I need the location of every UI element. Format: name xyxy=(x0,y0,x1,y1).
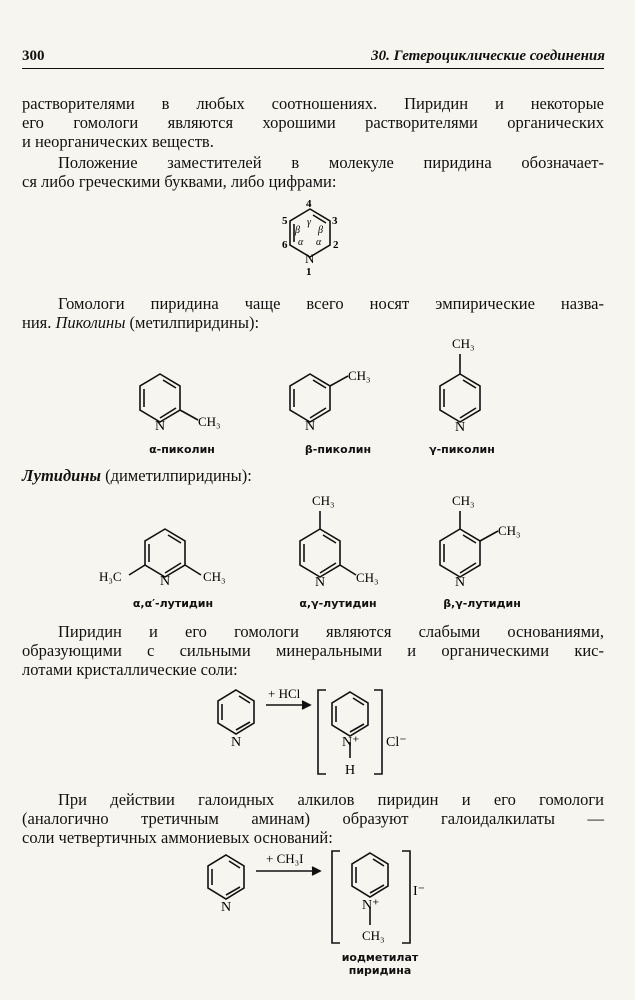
methyl-top-label: CH₃ xyxy=(312,493,335,508)
text-line: образующими с сильными минеральными и органическими кис- xyxy=(22,641,604,660)
methyl-label: CH₃ xyxy=(452,336,475,351)
text-fragment: (диметилпиридины): xyxy=(100,466,252,485)
nitrogen-label: N xyxy=(455,575,466,590)
product-caption-line1: иодметилат xyxy=(341,951,419,964)
position-3-label: 3 xyxy=(332,215,338,227)
beta-picoline-structure xyxy=(270,350,400,440)
picolines-term: Пиколины xyxy=(55,313,126,332)
nitrogen-label: N xyxy=(231,735,242,750)
iodide-anion-label: I⁻ xyxy=(413,884,426,899)
nitrogen-cation-label: N⁺ xyxy=(362,898,380,913)
gamma-label: γ xyxy=(307,217,311,228)
header-rule xyxy=(22,68,604,69)
reaction-methyl-iodide-scheme xyxy=(190,845,450,950)
nitrogen-label: N xyxy=(160,574,171,589)
text-line: При действии галоидных алкилов пиридин и его гомологи xyxy=(58,790,604,809)
hydrogen-label: H xyxy=(345,763,356,778)
beta-picoline-caption: β-пиколин xyxy=(304,443,372,456)
beta-label: β xyxy=(295,225,300,236)
reagent-label: + CH₃I xyxy=(266,851,304,866)
paragraph-4 xyxy=(22,622,604,679)
text-line: лотами кристаллические соли: xyxy=(22,660,238,679)
alpha-gamma-lutidine-caption: α,γ-лутидин xyxy=(299,597,377,610)
text-fragment: (метилпиридины): xyxy=(125,313,260,332)
paragraph-3 xyxy=(22,294,604,332)
nitrogen-label: N xyxy=(455,420,466,435)
nitrogen-label: N xyxy=(305,419,316,434)
text-line: Гомологи пиридина чаще всего носят эмпирические назва- xyxy=(58,294,604,313)
methyl-label: CH₃ xyxy=(362,928,385,943)
position-2-label: 2 xyxy=(333,239,339,251)
nitrogen-label: N xyxy=(221,900,232,915)
methyl-right-label: CH₃ xyxy=(203,569,226,584)
position-4-label: 4 xyxy=(306,198,312,210)
chloride-anion-label: Cl⁻ xyxy=(386,735,407,750)
alpha-picoline-caption: α-пиколин xyxy=(149,443,215,456)
text-line: Положение заместителей в молекуле пиридина обозначает- xyxy=(58,153,604,172)
text-line: его гомологи являются хорошими растворителями органических xyxy=(22,113,604,132)
gamma-picoline-structure xyxy=(420,330,520,440)
lutidines-heading xyxy=(22,466,604,485)
beta-gamma-lutidine-caption: β,γ-лутидин xyxy=(443,597,521,610)
lutidines-term: Лутидины xyxy=(22,466,101,485)
gamma-picoline-caption: γ-пиколин xyxy=(429,443,495,456)
nitrogen-label: N xyxy=(155,419,166,434)
text-line: растворителями в любых соотношениях. Пиридин и некоторые xyxy=(22,94,604,113)
text-line xyxy=(22,466,604,485)
paragraph-5 xyxy=(22,790,604,847)
nitrogen-label: N xyxy=(305,251,315,266)
page-number: 300 xyxy=(22,48,45,64)
beta-prime-label: β xyxy=(318,225,323,236)
alpha-alpha-lutidine-structure xyxy=(95,505,245,595)
alpha-prime-label: α xyxy=(316,237,322,248)
text-line: соли четвертичных аммониевых оснований: xyxy=(22,828,333,847)
methyl-right-label: CH₃ xyxy=(498,523,521,538)
text-fragment: ния. xyxy=(22,313,56,332)
paragraph-2 xyxy=(22,153,604,191)
alpha-alpha-lutidine-caption: α,α′-лутидин xyxy=(132,597,214,610)
running-title: 30. Гетероциклические соединения xyxy=(371,48,605,64)
alpha-label: α xyxy=(298,237,304,248)
alpha-picoline-structure xyxy=(120,350,250,440)
beta-gamma-lutidine-structure xyxy=(420,487,540,597)
methyl-label: CH₃ xyxy=(348,368,371,383)
product-caption-line2: пиридина xyxy=(348,964,412,977)
position-6-label: 6 xyxy=(282,239,288,251)
text-line: и неорганических веществ. xyxy=(22,132,214,151)
methyl-top-label: CH₃ xyxy=(452,493,475,508)
alpha-gamma-lutidine-structure xyxy=(280,487,400,597)
text-line: Пиридин и его гомологи являются слабыми основаниями, xyxy=(58,622,604,641)
reaction-hcl-scheme xyxy=(200,682,440,782)
paragraph-1 xyxy=(22,94,604,151)
pyridine-numbering-diagram xyxy=(270,195,350,280)
reagent-label: + HCl xyxy=(268,686,301,701)
position-5-label: 5 xyxy=(282,215,288,227)
text-line: (аналогично третичным аминам) образуют галоидалкилаты — xyxy=(22,809,604,828)
text-line: ся либо греческими буквами, либо цифрами: xyxy=(22,172,337,191)
methyl-left-label: H₃C xyxy=(99,569,122,584)
methyl-label: CH₃ xyxy=(198,414,221,429)
position-1-label: 1 xyxy=(306,266,312,278)
methyl-right-label: CH₃ xyxy=(356,570,379,585)
nitrogen-cation-label: N⁺ xyxy=(342,735,360,750)
nitrogen-label: N xyxy=(315,575,326,590)
